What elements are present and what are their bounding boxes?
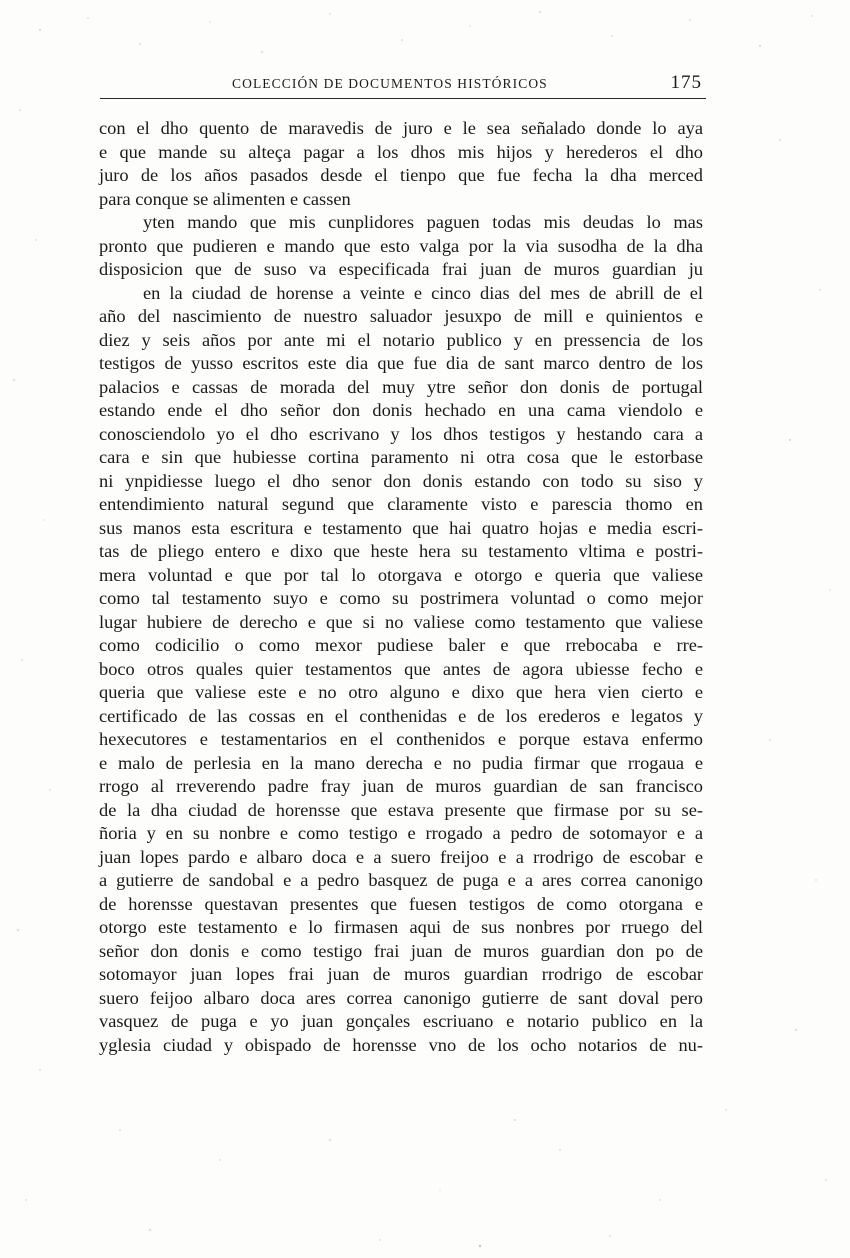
text-line: mera voluntad e que por tal lo otorgava e otorgo e queria que valiese: [99, 564, 703, 585]
text-line: con el dho quento de maravedis de juro e le sea señalado donde lo aya: [99, 118, 703, 138]
text-line: yglesia ciudad y obispado de horensse vno de los ocho notarios de nu-: [99, 1034, 703, 1055]
text-line: señor don donis e como testigo frai juan de muros guardian don po de: [99, 940, 703, 961]
text-line: en la ciudad de horense a veinte e cinco dias del mes de abrill de el: [143, 282, 703, 303]
page-number: 175: [670, 72, 702, 93]
text-line: como codicilio o como mexor pudiese baler e que rrebocaba e rre-: [99, 635, 703, 655]
text-line: disposicion que de suso va especificada frai juan de muros guardian ju: [99, 259, 703, 279]
text-line: sus manos esta escritura e testamento que hai quatro hojas e media escri-: [99, 517, 703, 538]
text-line: conosciendolo yo el dho escrivano y los dhos testigos y hestando cara a: [99, 423, 703, 444]
header-rule: [100, 98, 706, 99]
text-line: como tal testamento suyo e como su postrimera voluntad o como mejor: [99, 588, 703, 608]
text-line: queria que valiese este e no otro alguno e dixo que hera vien cierto e: [99, 682, 703, 702]
text-line: cara e sin que hubiesse cortina paramento ni otra cosa que le estorbase: [99, 447, 703, 467]
text-line: entendimiento natural segund que claramente visto e parescia thomo en: [99, 494, 703, 514]
text-line: yten mando que mis cunplidores paguen todas mis deudas lo mas: [143, 212, 703, 232]
document-body: [99, 117, 703, 1057]
text-line: vasquez de puga e yo juan gonçales escriuano e notario publico en la: [99, 1011, 703, 1031]
text-line: juro de los años pasados desde el tienpo que fue fecha la dha merced: [99, 165, 703, 185]
text-line: e que mande su alteça pagar a los dhos mis hijos y herederos el dho: [99, 141, 703, 162]
running-header: [100, 72, 706, 98]
text-line: palacios e cassas de morada del muy ytre señor don donis de portugal: [99, 376, 703, 397]
text-line: estando ende el dho señor don donis hechado en una cama viendolo e: [99, 400, 703, 420]
text-line: diez y seis años por ante mi el notario publico y en pressencia de los: [99, 329, 703, 350]
text-line: año del nascimiento de nuestro saluador jesuxpo de mill e quinientos e: [99, 306, 703, 326]
text-line: de horensse questavan presentes que fuesen testigos de como otorgana e: [99, 893, 703, 914]
text-line: ñoria y en su nonbre e como testigo e rrogado a pedro de sotomayor e a: [99, 823, 703, 843]
text-line: certificado de las cossas en el conthenidas e de los erederos e legatos y: [99, 705, 703, 726]
text-line: otorgo este testamento e lo firmasen aqui de sus nonbres por rruego del: [99, 917, 703, 937]
text-line: sotomayor juan lopes frai juan de muros guardian rrodrigo de escobar: [99, 964, 703, 984]
text-line: testigos de yusso escritos este dia que fue dia de sant marco dentro de los: [99, 353, 703, 373]
text-line: pronto que pudieren e mando que esto valga por la via susodha de la dha: [99, 235, 703, 256]
text-line: e malo de perlesia en la mano derecha e no pudia firmar que rrogaua e: [99, 752, 703, 773]
text-line: de la dha ciudad de horensse que estava presente que firmase por su se-: [99, 799, 703, 820]
running-title: COLECCIÓN DE DOCUMENTOS HISTÓRICOS: [232, 76, 548, 91]
text-line: lugar hubiere de derecho e que si no valiese como testamento que valiese: [99, 611, 703, 632]
text-line: a gutierre de sandobal e a pedro basquez de puga e a ares correa canonigo: [99, 870, 703, 890]
text-line: boco otros quales quier testamentos que antes de agora ubiesse fecho e: [99, 658, 703, 679]
text-line: juan lopes pardo e albaro doca e a suero freijoo e a rrodrigo de escobar e: [99, 846, 703, 867]
text-line: ni ynpidiesse luego el dho senor don donis estando con todo su siso y: [99, 470, 703, 491]
text-line: suero feijoo albaro doca ares correa canonigo gutierre de sant doval pero: [99, 987, 703, 1008]
text-line: rrogo al rreverendo padre fray juan de muros guardian de san francisco: [99, 776, 703, 796]
text-line: hexecutores e testamentarios en el conthenidos e porque estava enfermo: [99, 729, 703, 749]
text-line: para conque se alimenten e cassen: [99, 188, 351, 209]
text-line: tas de pliego entero e dixo que heste hera su testamento vltima e postri-: [99, 541, 703, 561]
